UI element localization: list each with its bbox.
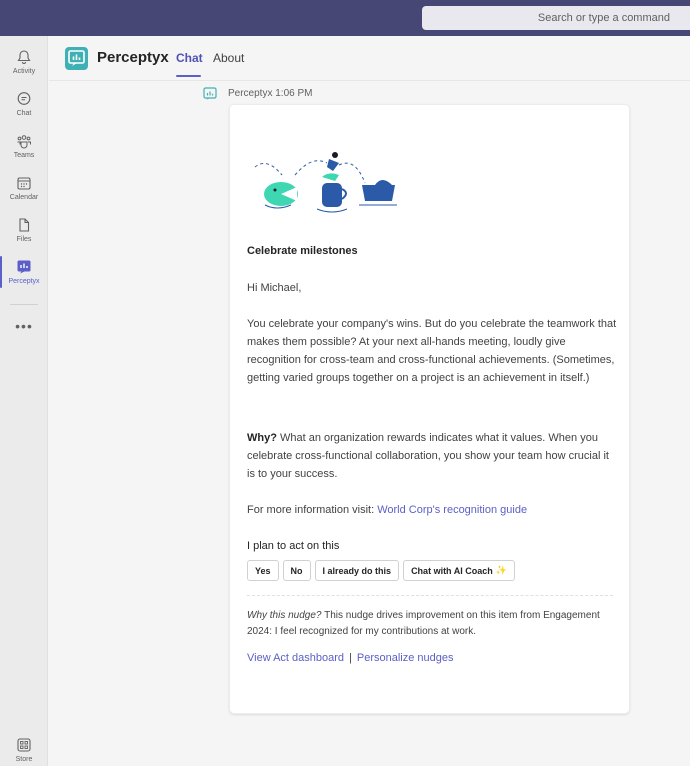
view-act-dashboard-link[interactable]: View Act dashboard <box>247 652 345 664</box>
body-text: You celebrate your company's wins. But do you celebrate the teamwork that makes them possible? At your next all-hands meeting, loudly give recognition for cross-team and cross-functional achievements. (Sometimes, getting varied groups together on a project is an achievement in itself.) <box>247 318 617 384</box>
no-button[interactable]: No <box>283 560 311 581</box>
more-info-paragraph <box>247 501 617 519</box>
yes-button[interactable]: Yes <box>247 560 279 581</box>
already-do-this-button[interactable]: I already do this <box>315 560 400 581</box>
ai-coach-label: Chat with AI Coach <box>411 565 493 576</box>
card-footer-links <box>247 652 454 664</box>
card-divider <box>247 595 613 596</box>
personalize-nudges-link[interactable]: Personalize nudges <box>356 652 454 664</box>
card-title: Celebrate milestones <box>247 245 358 257</box>
app-title: Perceptyx <box>97 49 169 66</box>
recognition-guide-link[interactable]: World Corp's recognition guide <box>377 504 528 516</box>
tab-chat[interactable]: Chat <box>176 51 203 65</box>
link-separator: | <box>349 652 352 664</box>
rail-item-perceptyx[interactable] <box>0 252 48 292</box>
message-time: 1:06 PM <box>275 88 313 99</box>
why-nudge-label: Why this nudge? <box>247 610 322 621</box>
active-tab-indicator <box>176 75 201 77</box>
rail-item-store[interactable] <box>0 730 48 766</box>
app-rail <box>0 36 48 766</box>
app-header <box>49 36 690 81</box>
rail-item-files[interactable] <box>0 210 48 250</box>
plan-label: I plan to act on this <box>247 540 340 552</box>
sparkle-icon: ✨ <box>495 565 507 575</box>
rail-item-label: Perceptyx <box>8 278 40 285</box>
rail-item-label: Calendar <box>9 194 39 201</box>
tab-about[interactable]: About <box>213 51 245 65</box>
store-icon <box>16 737 32 753</box>
rail-item-chat[interactable] <box>0 84 48 124</box>
rail-item-teams[interactable] <box>0 126 48 166</box>
why-paragraph <box>247 429 617 483</box>
teams-icon <box>16 133 32 149</box>
rail-item-label: Chat <box>16 110 32 117</box>
more-apps-icon[interactable]: ••• <box>15 318 33 334</box>
rail-item-label: Activity <box>12 68 36 75</box>
message-meta <box>228 88 313 99</box>
file-icon <box>16 217 32 233</box>
perceptyx-icon <box>16 259 32 275</box>
sender-name: Perceptyx <box>228 88 273 99</box>
title-bar <box>0 0 690 36</box>
rail-divider <box>10 304 38 305</box>
chat-with-ai-coach-button[interactable] <box>403 560 515 581</box>
sender-avatar-icon <box>203 87 217 101</box>
celebration-illustration <box>247 145 407 217</box>
why-text: What an organization rewards indicates what it values. When you celebrate cross-functional collaboration, you show your team how crucial it is to your success. <box>247 432 609 480</box>
chat-icon <box>16 91 32 107</box>
rail-item-calendar[interactable] <box>0 168 48 208</box>
bell-icon <box>16 49 32 65</box>
more-info-text: For more information visit: <box>247 504 378 516</box>
rail-item-activity[interactable] <box>0 42 48 82</box>
greeting-text: Hi Michael, <box>247 282 302 294</box>
action-buttons <box>247 560 515 581</box>
rail-item-label: Files <box>16 236 32 243</box>
why-nudge-body: This nudge drives improvement on this item from Engagement 2024: I feel recognized for my contributions at work. <box>247 610 600 637</box>
rail-item-label: Store <box>15 756 33 763</box>
why-label: Why? <box>247 432 277 444</box>
perceptyx-logo-icon <box>65 47 88 70</box>
rail-item-label: Teams <box>13 152 35 159</box>
calendar-icon <box>16 175 32 191</box>
why-nudge-text <box>247 608 613 640</box>
nudge-card <box>229 104 630 714</box>
search-input[interactable]: Search or type a command <box>422 6 690 30</box>
